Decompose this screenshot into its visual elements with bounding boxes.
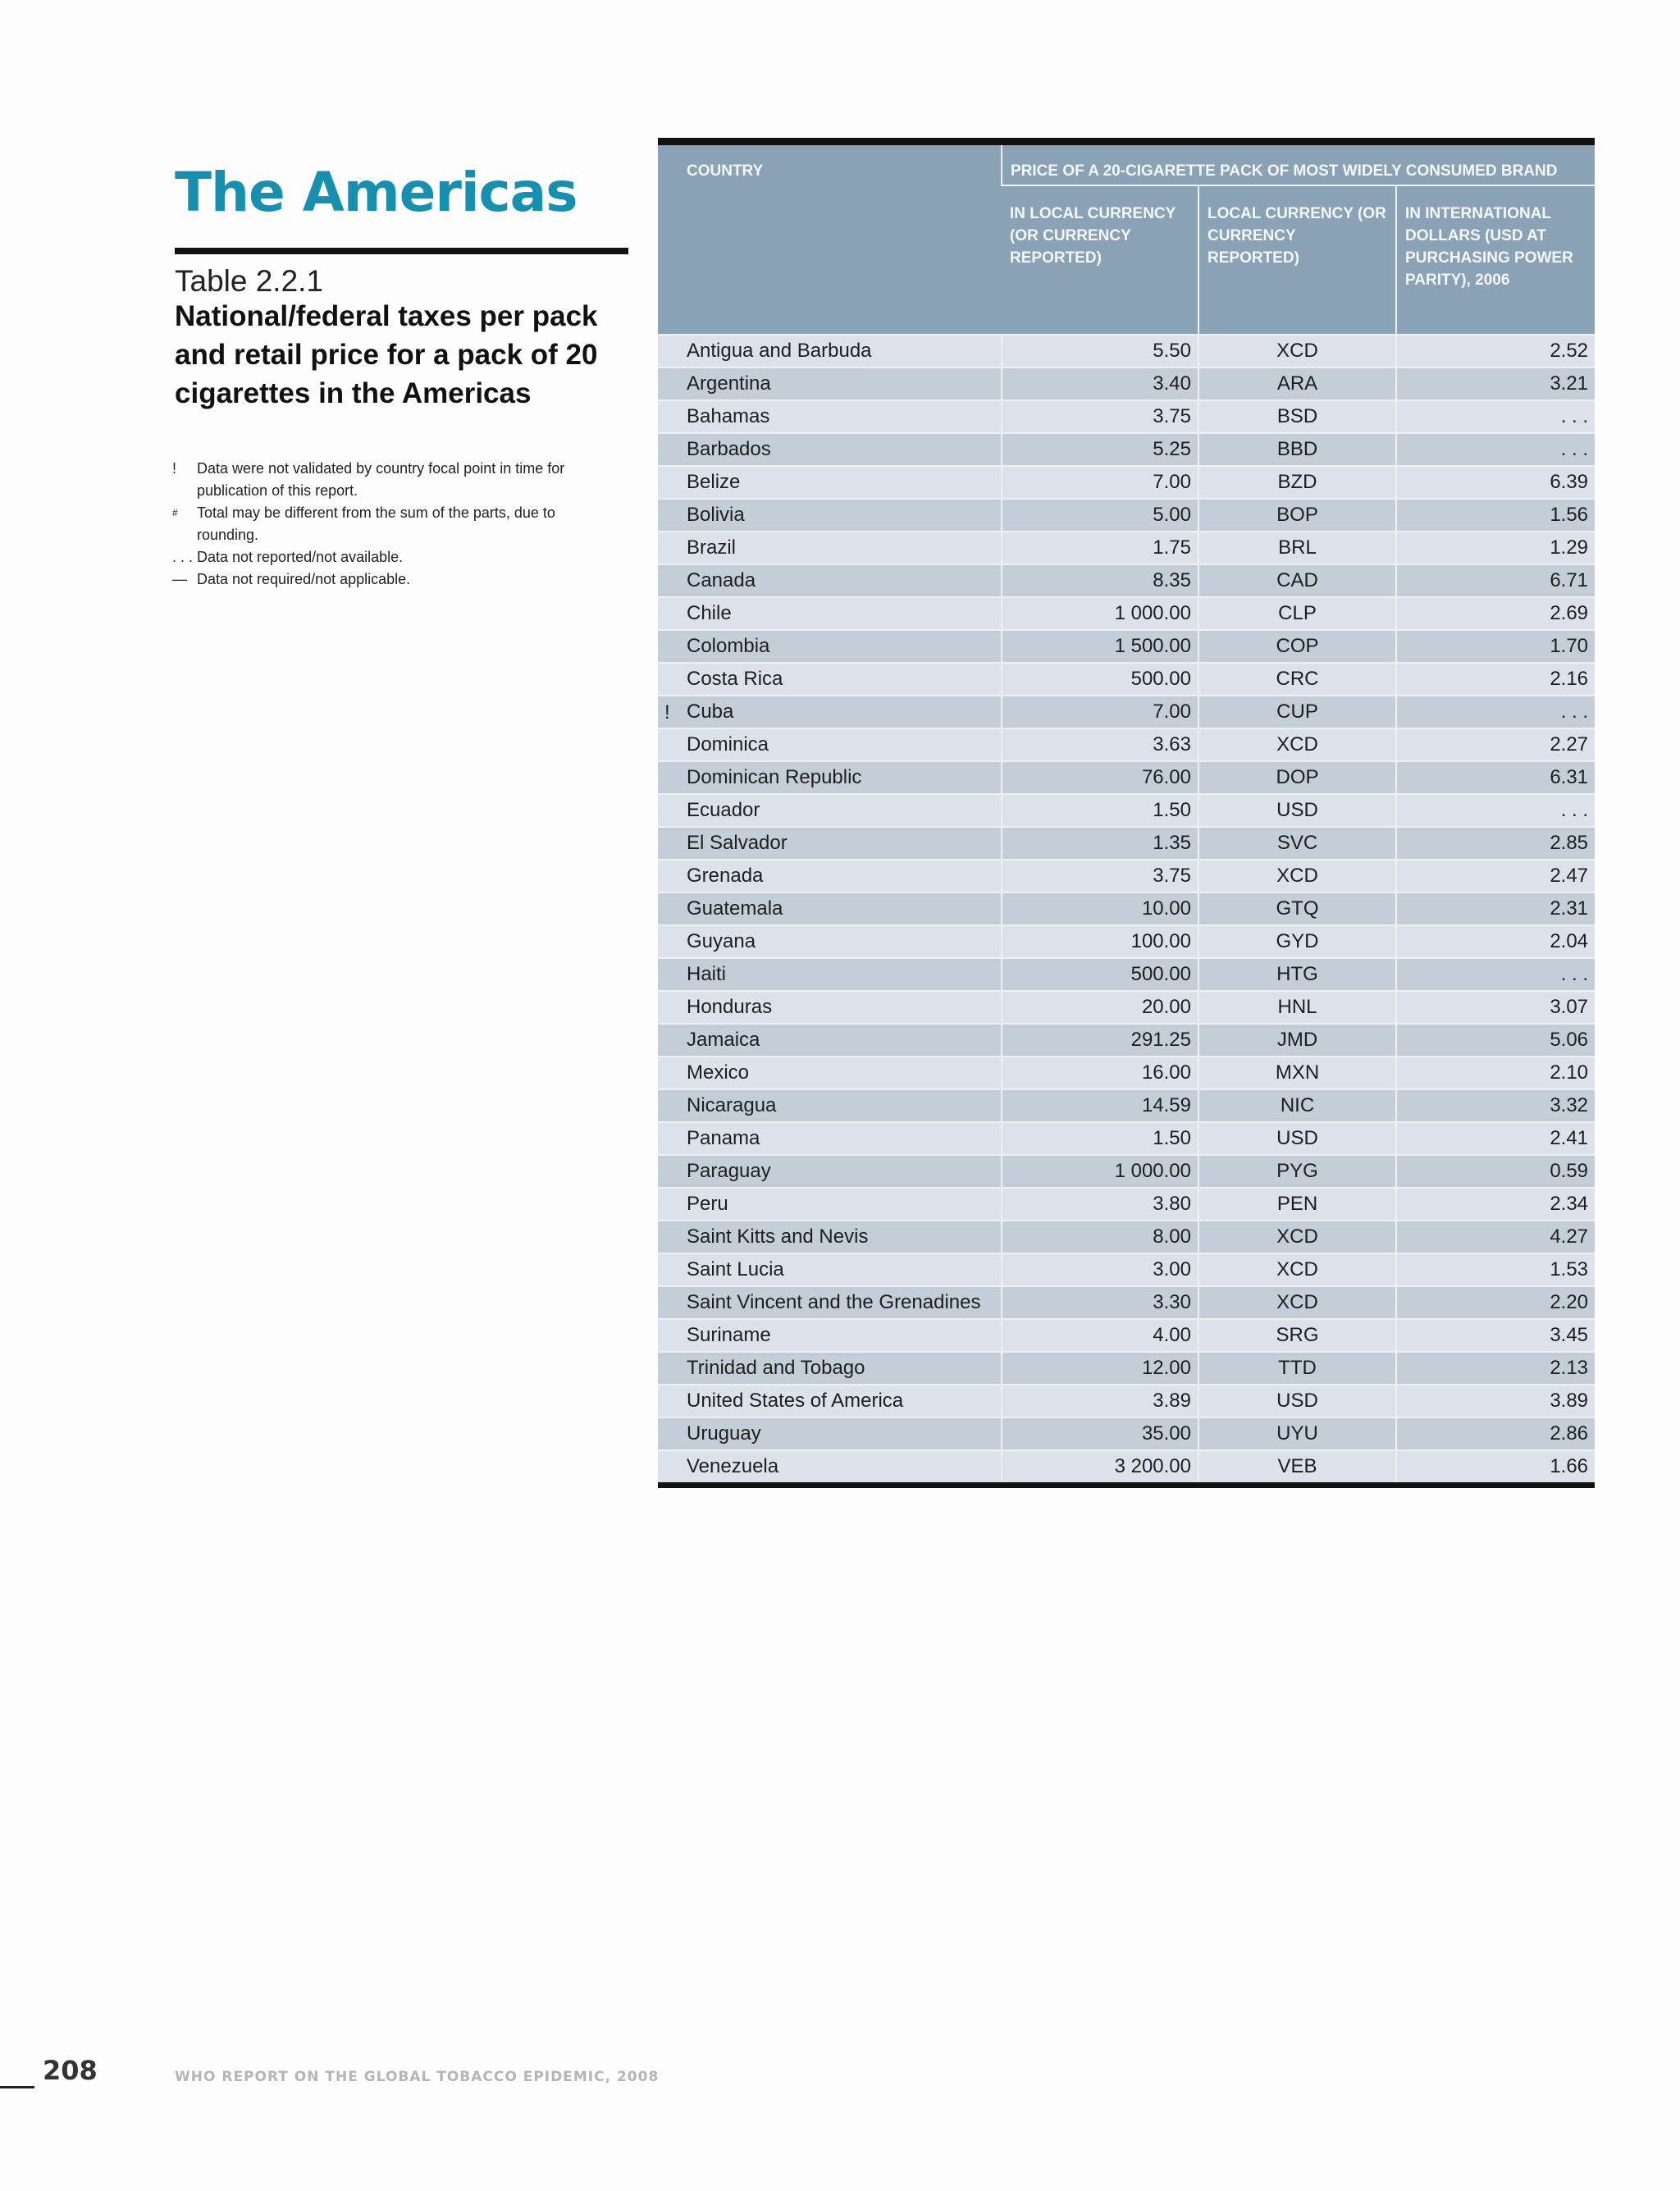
international-price-cell: 1.56 <box>1396 499 1595 532</box>
local-price-cell: 5.00 <box>1002 499 1198 532</box>
currency-code-cell: JMD <box>1198 1024 1396 1057</box>
international-price-cell: 3.32 <box>1396 1089 1595 1122</box>
currency-code-cell: XCD <box>1198 860 1396 892</box>
currency-code-cell: CRC <box>1198 663 1396 696</box>
international-price-cell: 2.86 <box>1396 1417 1595 1450</box>
country-name: Canada <box>687 569 756 591</box>
currency-code-cell: USD <box>1198 1385 1396 1417</box>
table-row <box>658 597 1595 630</box>
table-row <box>658 728 1595 761</box>
international-price-cell: 2.52 <box>1396 335 1595 367</box>
country-cell <box>658 696 1002 728</box>
table-row <box>658 564 1595 597</box>
local-price-cell: 1 500.00 <box>1002 630 1198 663</box>
table-row <box>658 499 1595 532</box>
country-cell <box>658 564 1002 597</box>
note-text: Total may be different from the sum of the parts, due to rounding. <box>197 504 555 543</box>
table-row <box>658 663 1595 696</box>
table-row <box>658 991 1595 1024</box>
local-price-cell: 7.00 <box>1002 696 1198 728</box>
country-name: Peru <box>687 1193 728 1215</box>
country-cell <box>658 1253 1002 1286</box>
country-name: Jamaica <box>687 1029 760 1051</box>
country-name: Nicaragua <box>687 1094 777 1116</box>
table-row <box>658 1253 1595 1286</box>
price-table <box>658 145 1595 1482</box>
currency-code-cell: XCD <box>1198 1253 1396 1286</box>
column-header-local-price: IN LOCAL CURRENCY (OR CURRENCY REPORTED) <box>1002 185 1198 335</box>
international-price-cell: 1.29 <box>1396 532 1595 564</box>
table-row <box>658 1155 1595 1188</box>
country-cell <box>658 630 1002 663</box>
table-row <box>658 761 1595 794</box>
local-price-cell: 500.00 <box>1002 663 1198 696</box>
international-price-cell: 3.45 <box>1396 1319 1595 1352</box>
country-cell <box>658 1385 1002 1417</box>
table-title: National/federal taxes per pack and retail price for a pack of 20 cigarettes in the Americas <box>175 300 598 409</box>
column-header-international-dollars: IN INTERNATIONAL DOLLARS (USD AT PURCHASING POWER PARITY), 2006 <box>1396 185 1595 335</box>
currency-code-cell: PYG <box>1198 1155 1396 1188</box>
currency-code-cell: DOP <box>1198 761 1396 794</box>
table-row <box>658 1352 1595 1385</box>
international-price-cell: 2.85 <box>1396 827 1595 860</box>
country-cell <box>658 892 1002 925</box>
table-row <box>658 335 1595 367</box>
international-price-cell: 4.27 <box>1396 1221 1595 1253</box>
region-title: The Americas <box>175 161 578 224</box>
table-row <box>658 925 1595 958</box>
country-name: Saint Lucia <box>687 1258 784 1280</box>
country-name: Guyana <box>687 930 756 952</box>
local-price-cell: 8.00 <box>1002 1221 1198 1253</box>
country-name: United States of America <box>687 1390 904 1412</box>
country-cell <box>658 958 1002 991</box>
table-row <box>658 1024 1595 1057</box>
table-row <box>658 532 1595 564</box>
international-price-cell: 3.21 <box>1396 367 1595 400</box>
table-number: Table 2.2.1 <box>175 264 324 298</box>
country-cell <box>658 466 1002 499</box>
country-cell <box>658 367 1002 400</box>
local-price-cell: 14.59 <box>1002 1089 1198 1122</box>
page-number-rule <box>0 2086 34 2088</box>
international-price-cell: 2.47 <box>1396 860 1595 892</box>
country-cell <box>658 1188 1002 1221</box>
currency-code-cell: BZD <box>1198 466 1396 499</box>
international-price-cell: 1.70 <box>1396 630 1595 663</box>
table-row <box>658 466 1595 499</box>
local-price-cell: 4.00 <box>1002 1319 1198 1352</box>
international-price-cell: 2.69 <box>1396 597 1595 630</box>
country-name: El Salvador <box>687 832 788 854</box>
country-name: Colombia <box>687 635 770 657</box>
column-header-currency: LOCAL CURRENCY (OR CURRENCY REPORTED) <box>1198 185 1396 335</box>
country-name: Saint Kitts and Nevis <box>687 1226 869 1248</box>
country-cell <box>658 532 1002 564</box>
column-group-header-price: PRICE OF A 20-CIGARETTE PACK OF MOST WIDELY CONSUMED BRAND <box>1002 145 1595 185</box>
note-not-applicable <box>172 568 615 591</box>
country-cell <box>658 1352 1002 1385</box>
table-row <box>658 1417 1595 1450</box>
international-price-cell: 2.10 <box>1396 1057 1595 1089</box>
currency-code-cell: HTG <box>1198 958 1396 991</box>
international-price-cell: 0.59 <box>1396 1155 1595 1188</box>
local-price-cell: 3.89 <box>1002 1385 1198 1417</box>
currency-code-cell: XCD <box>1198 335 1396 367</box>
country-cell <box>658 1417 1002 1450</box>
country-name: Chile <box>687 602 732 624</box>
validation-flag: ! <box>664 701 670 723</box>
country-cell <box>658 1024 1002 1057</box>
country-name: Barbados <box>687 438 771 460</box>
currency-code-cell: MXN <box>1198 1057 1396 1089</box>
currency-code-cell: ARA <box>1198 367 1396 400</box>
international-price-cell: 6.71 <box>1396 564 1595 597</box>
note-symbol: . . . <box>172 549 194 565</box>
international-price-cell: 5.06 <box>1396 1024 1595 1057</box>
local-price-cell: 100.00 <box>1002 925 1198 958</box>
local-price-cell: 500.00 <box>1002 958 1198 991</box>
note-text: Data were not validated by country focal point in time for publication of this report. <box>197 460 565 499</box>
currency-code-cell: XCD <box>1198 728 1396 761</box>
country-cell <box>658 728 1002 761</box>
table-row <box>658 1122 1595 1155</box>
local-price-cell: 1 000.00 <box>1002 1155 1198 1188</box>
local-price-cell: 3.30 <box>1002 1286 1198 1319</box>
country-name: Costa Rica <box>687 668 783 690</box>
currency-code-cell: CUP <box>1198 696 1396 728</box>
table-row <box>658 1089 1595 1122</box>
country-name: Bolivia <box>687 504 745 526</box>
international-price-cell: 1.66 <box>1396 1450 1595 1482</box>
table-row <box>658 1286 1595 1319</box>
local-price-cell: 5.50 <box>1002 335 1198 367</box>
international-price-cell: 2.27 <box>1396 728 1595 761</box>
country-cell <box>658 1089 1002 1122</box>
table-row <box>658 1450 1595 1482</box>
currency-code-cell: GTQ <box>1198 892 1396 925</box>
local-price-cell: 3.40 <box>1002 367 1198 400</box>
currency-code-cell: XCD <box>1198 1221 1396 1253</box>
currency-code-cell: BSD <box>1198 400 1396 433</box>
country-name: Uruguay <box>687 1422 761 1445</box>
country-name: Belize <box>687 471 741 493</box>
country-name: Ecuador <box>687 799 760 821</box>
country-name: Grenada <box>687 865 764 887</box>
country-name: Haiti <box>687 963 727 985</box>
country-name: Bahamas <box>687 405 770 427</box>
currency-code-cell: BRL <box>1198 532 1396 564</box>
local-price-cell: 16.00 <box>1002 1057 1198 1089</box>
currency-code-cell: USD <box>1198 794 1396 827</box>
currency-code-cell: USD <box>1198 1122 1396 1155</box>
table-row <box>658 1319 1595 1352</box>
country-cell <box>658 794 1002 827</box>
page-number: 208 <box>43 2055 98 2086</box>
currency-code-cell: XCD <box>1198 1286 1396 1319</box>
table-row <box>658 433 1595 466</box>
country-name: Suriname <box>687 1324 771 1346</box>
country-cell <box>658 335 1002 367</box>
country-name: Argentina <box>687 372 771 395</box>
country-cell <box>658 761 1002 794</box>
country-cell <box>658 499 1002 532</box>
note-text: Data not reported/not available. <box>197 549 404 565</box>
table-row <box>658 367 1595 400</box>
country-name: Guatemala <box>687 897 783 920</box>
table-row <box>658 1057 1595 1089</box>
note-rounding <box>172 502 615 546</box>
country-cell <box>658 925 1002 958</box>
country-name: Saint Vincent and the Grenadines <box>687 1291 981 1313</box>
local-price-cell: 7.00 <box>1002 466 1198 499</box>
table-row <box>658 1188 1595 1221</box>
local-price-cell: 291.25 <box>1002 1024 1198 1057</box>
country-name: Brazil <box>687 536 737 559</box>
currency-code-cell: CAD <box>1198 564 1396 597</box>
international-price-cell: 6.39 <box>1396 466 1595 499</box>
table-row <box>658 794 1595 827</box>
price-table-container <box>658 138 1595 1488</box>
country-cell <box>658 827 1002 860</box>
currency-code-cell: GYD <box>1198 925 1396 958</box>
table-row <box>658 400 1595 433</box>
currency-code-cell: VEB <box>1198 1450 1396 1482</box>
note-symbol: # <box>172 507 178 518</box>
local-price-cell: 1.75 <box>1002 532 1198 564</box>
local-price-cell: 3.80 <box>1002 1188 1198 1221</box>
country-name: Trinidad and Tobago <box>687 1357 865 1379</box>
country-name: Panama <box>687 1127 760 1149</box>
local-price-cell: 5.25 <box>1002 433 1198 466</box>
local-price-cell: 10.00 <box>1002 892 1198 925</box>
international-price-cell: 2.41 <box>1396 1122 1595 1155</box>
country-cell <box>658 1221 1002 1253</box>
country-name: Mexico <box>687 1061 750 1084</box>
local-price-cell: 3.00 <box>1002 1253 1198 1286</box>
currency-code-cell: BBD <box>1198 433 1396 466</box>
local-price-cell: 8.35 <box>1002 564 1198 597</box>
international-price-cell: . . . <box>1396 794 1595 827</box>
country-cell <box>658 860 1002 892</box>
country-cell <box>658 1122 1002 1155</box>
currency-code-cell: COP <box>1198 630 1396 663</box>
country-cell <box>658 400 1002 433</box>
footer-publication-title: WHO REPORT ON THE GLOBAL TOBACCO EPIDEMIC, 2008 <box>175 2069 660 2085</box>
table-row <box>658 630 1595 663</box>
country-cell <box>658 991 1002 1024</box>
local-price-cell: 1.50 <box>1002 1122 1198 1155</box>
note-symbol: ! <box>172 460 177 477</box>
currency-code-cell: PEN <box>1198 1188 1396 1221</box>
country-cell <box>658 1286 1002 1319</box>
country-name: Paraguay <box>687 1160 771 1182</box>
note-not-validated <box>172 458 615 502</box>
country-name: Venezuela <box>687 1455 779 1477</box>
table-row <box>658 958 1595 991</box>
currency-code-cell: TTD <box>1198 1352 1396 1385</box>
international-price-cell: 6.31 <box>1396 761 1595 794</box>
local-price-cell: 3 200.00 <box>1002 1450 1198 1482</box>
international-price-cell: 3.07 <box>1396 991 1595 1024</box>
currency-code-cell: HNL <box>1198 991 1396 1024</box>
table-row <box>658 1221 1595 1253</box>
local-price-cell: 76.00 <box>1002 761 1198 794</box>
title-divider <box>175 248 628 254</box>
local-price-cell: 1.35 <box>1002 827 1198 860</box>
table-row <box>658 827 1595 860</box>
local-price-cell: 3.75 <box>1002 860 1198 892</box>
international-price-cell: . . . <box>1396 696 1595 728</box>
country-name: Dominican Republic <box>687 766 862 788</box>
notes-legend <box>172 458 615 591</box>
local-price-cell: 12.00 <box>1002 1352 1198 1385</box>
table-row <box>658 860 1595 892</box>
international-price-cell: . . . <box>1396 400 1595 433</box>
international-price-cell: 2.20 <box>1396 1286 1595 1319</box>
note-symbol: — <box>172 571 187 587</box>
currency-code-cell: BOP <box>1198 499 1396 532</box>
column-header-country: COUNTRY <box>658 145 1002 335</box>
table-row <box>658 892 1595 925</box>
local-price-cell: 1 000.00 <box>1002 597 1198 630</box>
local-price-cell: 1.50 <box>1002 794 1198 827</box>
country-cell <box>658 663 1002 696</box>
currency-code-cell: NIC <box>1198 1089 1396 1122</box>
international-price-cell: 3.89 <box>1396 1385 1595 1417</box>
currency-code-cell: SRG <box>1198 1319 1396 1352</box>
table-row <box>658 696 1595 728</box>
international-price-cell: 2.16 <box>1396 663 1595 696</box>
international-price-cell: 2.34 <box>1396 1188 1595 1221</box>
country-cell <box>658 433 1002 466</box>
note-not-reported <box>172 546 615 568</box>
local-price-cell: 20.00 <box>1002 991 1198 1024</box>
country-name: Honduras <box>687 996 773 1018</box>
international-price-cell: 2.31 <box>1396 892 1595 925</box>
international-price-cell: . . . <box>1396 958 1595 991</box>
table-row <box>658 1385 1595 1417</box>
international-price-cell: 1.53 <box>1396 1253 1595 1286</box>
note-text: Data not required/not applicable. <box>197 571 411 587</box>
local-price-cell: 3.75 <box>1002 400 1198 433</box>
table-body <box>658 335 1595 1482</box>
country-name: Cuba <box>687 701 734 723</box>
international-price-cell: . . . <box>1396 433 1595 466</box>
international-price-cell: 2.04 <box>1396 925 1595 958</box>
currency-code-cell: CLP <box>1198 597 1396 630</box>
country-cell <box>658 1057 1002 1089</box>
currency-code-cell: UYU <box>1198 1417 1396 1450</box>
currency-code-cell: SVC <box>1198 827 1396 860</box>
country-name: Dominica <box>687 733 769 755</box>
country-name: Antigua and Barbuda <box>687 340 872 362</box>
country-cell <box>658 1319 1002 1352</box>
country-cell <box>658 1450 1002 1482</box>
local-price-cell: 3.63 <box>1002 728 1198 761</box>
local-price-cell: 35.00 <box>1002 1417 1198 1450</box>
international-price-cell: 2.13 <box>1396 1352 1595 1385</box>
country-cell <box>658 1155 1002 1188</box>
country-cell <box>658 597 1002 630</box>
